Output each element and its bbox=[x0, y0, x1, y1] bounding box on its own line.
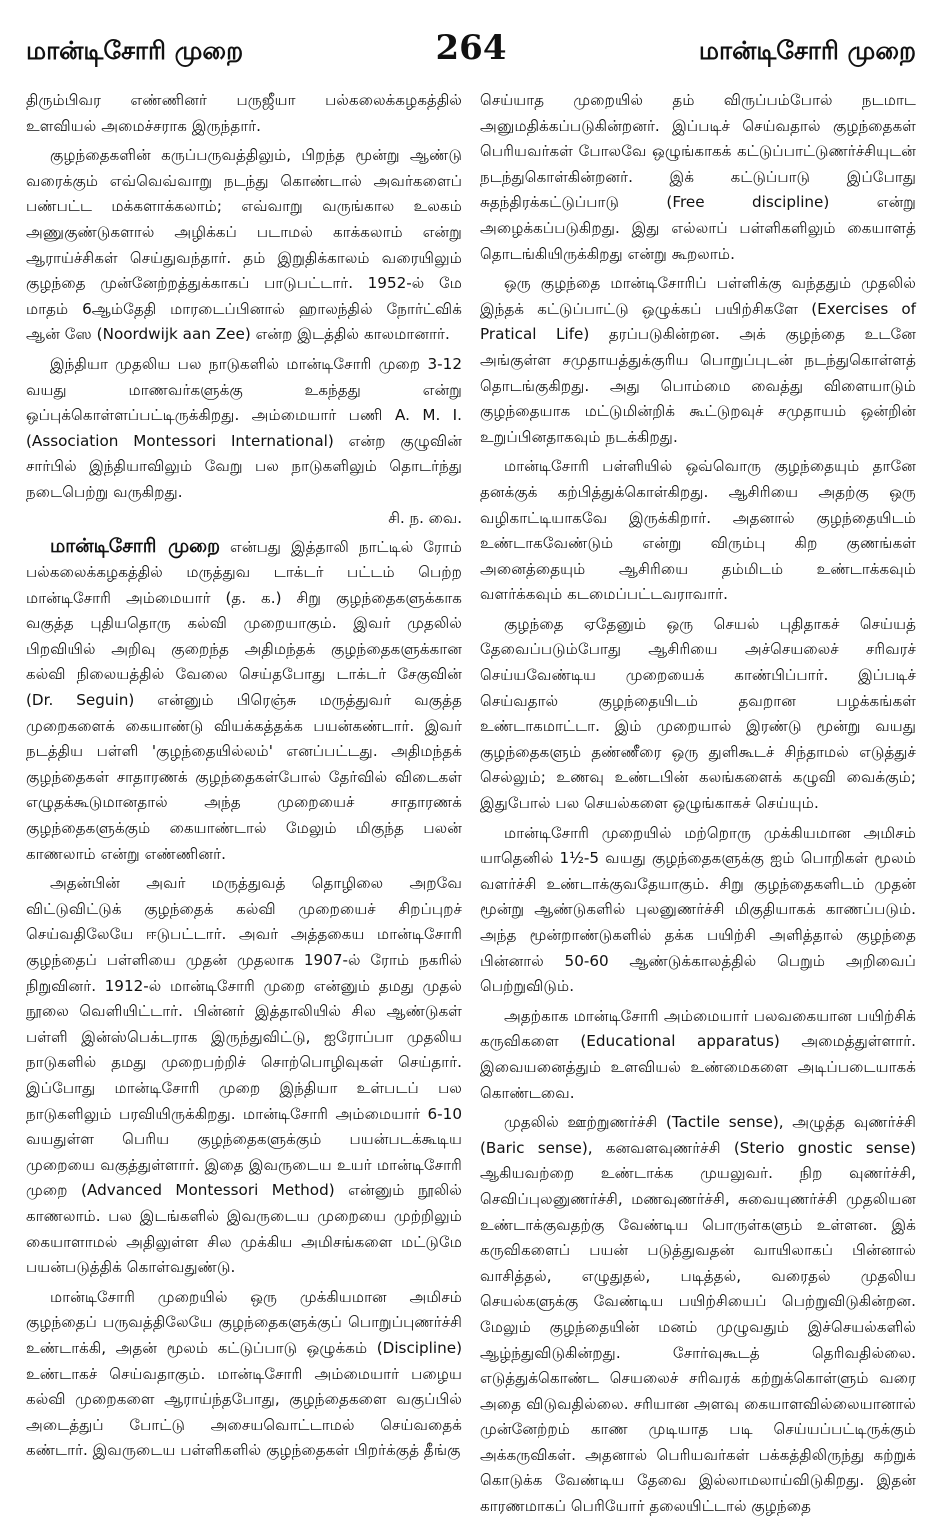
paragraph: குழந்தை ஏதேனும் ஒரு செயல் புதிதாகச் செய்யத் தேவைப்படும்போது ஆசிரியை அச்செயலைச் சரிவரச் செய்யவேண்டிய முறையைக் காண்பிப்பார். இப்படிச் செய்வதால் குழந்தையிடம் தவறான பழக்கங்கள் உண்டாகமாட்டா. இம் முறையால் இரண்டு மூன்று வயது குழந்தைகளும் தண்ணீரை ஒரு துளிகூடச் சிந்தாமல் எடுத்துச் செல்லும்; உணவு உண்டபின் கலங்களைக் கழுவி வைக்கும்; இதுபோல் பல செயல்களை ஒழுங்காகச் செய்யும். bbox=[480, 614, 916, 813]
paragraph: முதலில் ஊற்றுணர்ச்சி (Tactile sense), அழுத்த வுணர்ச்சி (Baric sense), கனவளவுணர்ச்சி (Sterio gnostic sense) ஆகியவற்றை உண்டாக்க முயலுவர். நிற வுணர்ச்சி, செவிப்புலனுணர்ச்சி, மணவுணர்ச்சி, சுவையுணர்ச்சி முதலியன உண்டாக்குவதற்கு வேண்டிய பொருள்களும் உள்ளன. இக் கருவிகளைப் பயன் படுத்துவதன் வாயிலாகப் பின்னால் வாசித்தல், எழுதுதல், படித்தல், வரைதல் முதலிய செயல்களுக்கு வேண்டிய பயிற்சியைப் பெற்றுவிடுகின்றன. மேலும் குழந்தையின் மனம் முழுவதும் இச்செயல்களில் ஆழ்ந்துவிடுகின்றது. சோர்வுகூடத் தெரிவதில்லை. எடுத்துக்கொண்ட செயலைச் சரிவரக் கற்றுக்கொள்ளும் வரை அதை விடுவதில்லை. சரியான அளவு கையாளவில்லையானால் முன்னேற்றம் காண முடியாத படி செய்யப்பட்டிருக்கும் அக்கருவிகள். அதனால் பெரியவர்கள் பக்கத்திலிருந்து கற்றுக் கொடுக்க வேண்டிய தேவை இல்லாமலாய்விடுகிறது. இதன் காரணமாகப் பெரியோர் தலையிட்டால் குழந்தை bbox=[480, 1113, 916, 1516]
paragraph: அதற்காக மான்டிசோரி அம்மையார் பலவகையான பயிற்சிக் கருவிகளை (Educational apparatus) அமைத்துள்ளார். இவையனைத்தும் உளவியல் உண்மைகளை அடிப்படையாகக் கொண்டவை. bbox=[480, 1006, 916, 1102]
paragraph: ஒரு குழந்தை மான்டிசோரிப் பள்ளிக்கு வந்ததும் முதலில் இந்தக் கட்டுப்பாட்டு ஒழுக்கப் பயிற்சிகளே (Exercises of Pratical Life) தரப்படுகின்றன. அக் குழந்தை உடனே அங்குள்ள சமுதாயத்துக்குரிய பொறுப்புடன் நடந்துகொள்ளத் தொடங்குகிறது. அது பொம்மை வைத்து விளையாடும் குழந்தையாக மட்டுமின்றிக் கூட்டுறவுச் சமுதாயம் ஒன்றின் உறுப்பினதாகவும் நடக்கிறது. bbox=[480, 274, 916, 446]
page-number: 264 bbox=[435, 28, 507, 68]
right-column bbox=[480, 88, 916, 1516]
left-column bbox=[26, 88, 462, 1478]
paragraph: மான்டிசோரி பள்ளியில் ஒவ்வொரு குழந்தையும் தானே தனக்குக் கற்பித்துக்கொள்கிறது. ஆசிரியை அதற்கு ஒரு வழிகாட்டியாகவே இருக்கிறார். அதனால் குழந்தையிடம் உண்டாகவேண்டும் என்று விரும்பு கிற குணங்கள் அனைத்தையும் ஆசிரியை தம்மிடம் உண்டாக்கவும் வளர்க்கவும் கடமைப்பட்டவராவார். bbox=[480, 457, 916, 604]
entry-text: என்பது இத்தாலி நாட்டில் ரோம் பல்கலைக்கழகத்தில் மருத்துவ டாக்டர் பட்டம் பெற்ற மான்டிசோரி அம்மையார் (த. க.) சிறு குழந்தைகளுக்காக வகுத்த புதியதொரு கல்வி முறையாகும். இவர் முதலில் பிறவியில் அறிவு குறைந்த அதிமந்தக் குழந்தைகளுக்கான கல்வி நிலையத்தில் வேலை செய்தபோது டாக்டர் சேகுவின் (Dr. Seguin) என்னும் பிரெஞ்சு மருத்துவர் வகுத்த முறைகளைக் கையாண்டு வியக்கத்தக்க பயன்கண்டார். இவர் நடத்திய பள்ளி 'குழந்தையில்லம்' எனப்பட்டது. அதிமந்தக் குழந்தைகள் சாதாரணக் குழந்தைகள்போல் தேர்வில் விடைகள் எழுதக்கூடுமானதால் அந்த முறையைச் சாதாரணக் குழந்தைகளுக்கும் கையாண்டால் மேலும் மிகுந்த பலன் காணலாம் என்று எண்ணினர். bbox=[26, 537, 462, 863]
author-signature: சி. ந. வை. bbox=[388, 508, 462, 527]
paragraph: திரும்பிவர எண்ணினர் பருஜீயா பல்கலைக்கழகத்தில் உளவியல் அமைச்சராக இருந்தார். bbox=[26, 91, 462, 135]
paragraph: அதன்பின் அவர் மருத்துவத் தொழிலை அறவே விட்டுவிட்டுக் குழந்தைக் கல்வி முறையைச் சிறப்புறச் செய்வதிலேயே ஈடுபட்டார். அவர் அத்தகைய மான்டிசோரி குழந்தைப் பள்ளியை முதன் முதலாக 1907-ல் ரோம் நகரில் நிறுவினர். 1912-ல் மான்டிசோரி முறை என்னும் தமது முதல் நூலை வெளியிட்டார். பின்னர் இத்தாலியில் சில ஆண்டுகள் பள்ளி இன்ஸ்பெக்டராக இருந்துவிட்டு, ஐரோப்பா முதலிய நாடுகளில் தமது முறைபற்றிச் சொற்பொழிவுகள் செய்தார். இப்போது மான்டிசோரி முறை இந்தியா உள்படப் பல நாடுகளிலும் பரவியிருக்கிறது. மான்டிசோரி அம்மையார் 6-10 வயதுள்ள பெரிய குழந்தைகளுக்கும் பயன்படக்கூடிய முறையை வகுத்துள்ளார். இதை இவருடைய உயர் மான்டிசோரி முறை (Advanced Montessori Method) என்னும் நூலில் காணலாம். பல இடங்களில் இவருடைய முறையை முற்றிலும் கையாளாமல் அதிலுள்ள சில முக்கிய அமிசங்களை மட்டுமே பயன்படுத்திக் கொள்வதுண்டு. bbox=[26, 874, 462, 1277]
running-head-right: மான்டிசோரி முறை bbox=[698, 36, 916, 65]
paragraph: குழந்தைகளின் கருப்பருவத்திலும், பிறந்த மூன்று ஆண்டு வரைக்கும் எவ்வெவ்வாறு நடந்து கொண்டால் அவர்களைப் பண்பட்ட மக்களாக்கலாம்; எவ்வாறு வருங்கால உலகம் அணுகுண்டுகளால் அழிக்கப் படாமல் காக்கலாம் என்று ஆராய்ச்சிகள் செய்துவந்தார். தம் இறுதிக்காலம் வரையிலும் குழந்தை முன்னேற்றத்துக்காகப் பாடுபட்டார். 1952-ல் மே மாதம் 6ஆம்தேதி மாரடைப்பினால் ஹாலந்தில் நோர்ட்விக் ஆன் ஸே (Noordwijk aan Zee) என்ற இடத்தில் காலமானார். bbox=[26, 146, 462, 344]
paragraph: மான்டிசோரி முறையில் ஒரு முக்கியமான அமிசம் குழந்தைப் பருவத்திலேயே குழந்தைகளுக்குப் பொறுப்புணர்ச்சி உண்டாக்கி, அதன் மூலம் கட்டுப்பாடு ஒழுக்கம் (Discipline) உண்டாகச் செய்வதாகும். மான்டிசோரி அம்மையார் பழைய கல்வி முறைகளை ஆராய்ந்தபோது, குழந்தைகளை வகுப்பில் அடைத்துப் போட்டு அசையவொட்டாமல் செய்வதைக் கண்டார். இவருடைய பள்ளிகளில் குழந்தைகள் பிறர்க்குத் தீங்கு bbox=[26, 1287, 462, 1460]
text-columns bbox=[26, 88, 916, 1516]
page-header bbox=[26, 28, 916, 80]
entry-headword: மான்டிசோரி முறை bbox=[50, 534, 221, 557]
paragraph: மான்டிசோரி முறையில் மற்றொரு முக்கியமான அமிசம் யாதெனில் 1½-5 வயது குழந்தைகளுக்கு ஐம் பொறிகள் மூலம் வளர்ச்சி உண்டாக்குவதேயாகும். சிறு குழந்தைகளிடம் முதன் மூன்று ஆண்டுகளில் புலனுணர்ச்சி மிகுதியாகக் காணப்படும். அந்த மூன்றாண்டுகளில் தக்க பயிற்சி அளித்தால் குழந்தை பின்னால் 50-60 ஆண்டுக்காலத்தில் பெறும் அறிவைப் பெற்றுவிடும். bbox=[480, 823, 916, 996]
paragraph: செய்யாத முறையில் தம் விருப்பம்போல் நடமாட அனுமதிக்கப்படுகின்றனர். இப்படிச் செய்வதால் குழந்தைகள் பெரியவர்கள் போலவே ஒழுங்காகக் கட்டுப்பாட்டுணர்ச்சியுடன் நடந்துகொள்கின்றனர். இக் கட்டுப்பாடு இப்போது சுதந்திரக்கட்டுப்பாடு (Free discipline) என்று அழைக்கப்படுகிறது. இது எல்லாப் பள்ளிகளிலும் கையாளத் தொடங்கியிருக்கிறது என்று கூறலாம். bbox=[480, 91, 916, 263]
entry-paragraph bbox=[26, 534, 462, 868]
paragraph: இந்தியா முதலிய பல நாடுகளில் மான்டிசோரி முறை 3-12 வயது மாணவர்களுக்கு உகந்தது என்று ஒப்புக்கொள்ளப்பட்டிருக்கிறது. அம்மையார் பணி A. M. I. (Association Montessori International) என்ற குழுவின் சார்பில் இந்தியாவிலும் வேறு பல நாடுகளிலும் தொடர்ந்து நடைபெற்று வருகிறது. bbox=[26, 354, 462, 501]
running-head-left: மான்டிசோரி முறை bbox=[26, 36, 244, 65]
